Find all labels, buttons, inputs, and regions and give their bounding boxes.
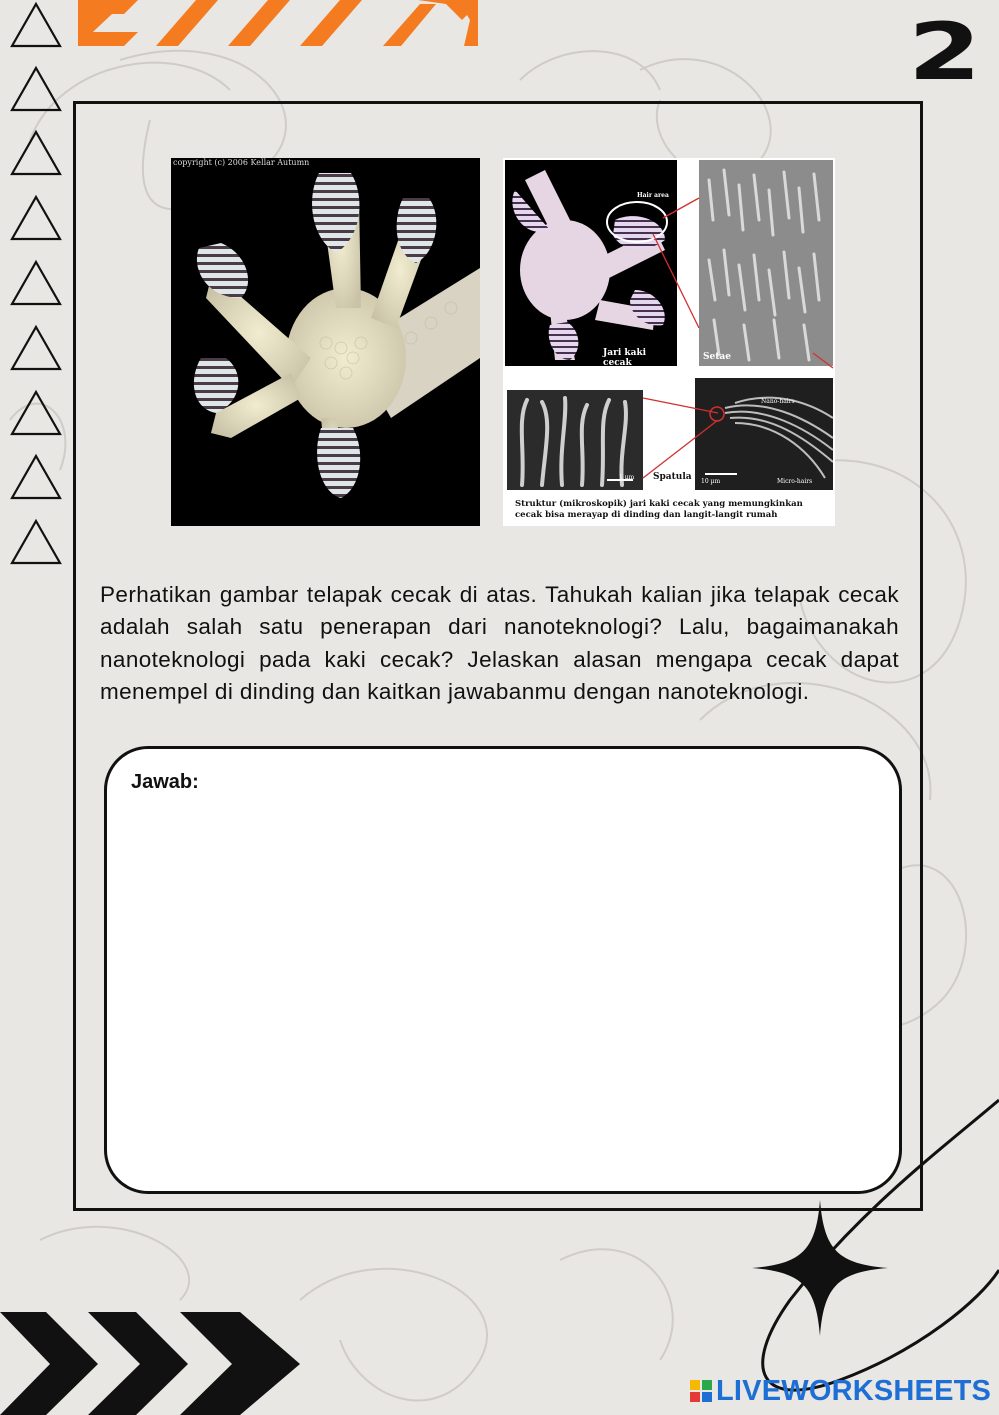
- triangle-outline-icon: [12, 68, 60, 110]
- photo-copyright: copyright (c) 2006 Kellar Autumn: [173, 158, 310, 167]
- answer-label: Jawab:: [131, 771, 199, 793]
- triangle-outline-icon: [12, 456, 60, 498]
- liveworksheets-logo-icon: [690, 1380, 712, 1402]
- hairs-panel: [695, 378, 833, 490]
- label-toe: Jari kaki cecak: [603, 348, 647, 368]
- triangle-outline-icon: [12, 327, 60, 369]
- chevron-right-icon: [180, 1312, 300, 1415]
- toe-panel: [505, 160, 677, 366]
- answer-input[interactable]: [131, 809, 875, 1167]
- label-setae: Setae: [703, 352, 731, 362]
- orange-stripe-decoration: [78, 0, 478, 46]
- triangle-outline-icon: [12, 262, 60, 304]
- triangle-outline-icon: [12, 392, 60, 434]
- label-hair-area: Hair area: [637, 192, 669, 199]
- brand-name: LIVEWORKSHEETS: [716, 1374, 992, 1407]
- triangle-outline-icon: [12, 4, 60, 46]
- label-nano-hairs: Nano-hairs: [761, 398, 795, 405]
- gecko-microstructure-figure: [503, 158, 835, 526]
- gecko-foot-photo: [171, 158, 480, 526]
- question-text: Perhatikan gambar telapak cecak di atas. Tahukah kalian jika telapak cecak adalah salah satu penerapan dari nanoteknologi? Lalu, bagaimanakah nanoteknologi pada kaki cecak? Jelaskan alasan mengapa cecak dapat menempel di dinding dan kaitkan jawabanmu dengan nanoteknologi.: [100, 581, 899, 704]
- chevron-right-icon: [0, 1312, 98, 1415]
- label-scale-2: 10 µm: [701, 478, 721, 485]
- triangle-outline-icon: [12, 521, 60, 563]
- chevron-row-decoration: [0, 1312, 310, 1415]
- answer-box[interactable]: [104, 746, 902, 1194]
- triangle-outline-icon: [12, 132, 60, 174]
- four-point-star-icon: [752, 1200, 888, 1336]
- label-spatula: Spatula: [653, 472, 692, 482]
- setae-panel: [699, 160, 833, 366]
- gecko-foot-illustration: [171, 158, 480, 526]
- label-micro-hairs: Micro-hairs: [777, 478, 813, 485]
- triangle-column-decoration: [6, 0, 68, 580]
- chevron-right-icon: [88, 1312, 188, 1415]
- figure-caption: Struktur (mikroskopik) jari kaki cecak yang memungkinkan cecak bisa merayap di dinding dan langit-langit rumah: [515, 499, 803, 520]
- liveworksheets-brand[interactable]: [690, 1373, 991, 1409]
- page-number: 2: [907, 8, 981, 98]
- label-scale-1: 1 µm: [619, 474, 635, 481]
- triangle-outline-icon: [12, 197, 60, 239]
- spatula-panel: [507, 390, 643, 490]
